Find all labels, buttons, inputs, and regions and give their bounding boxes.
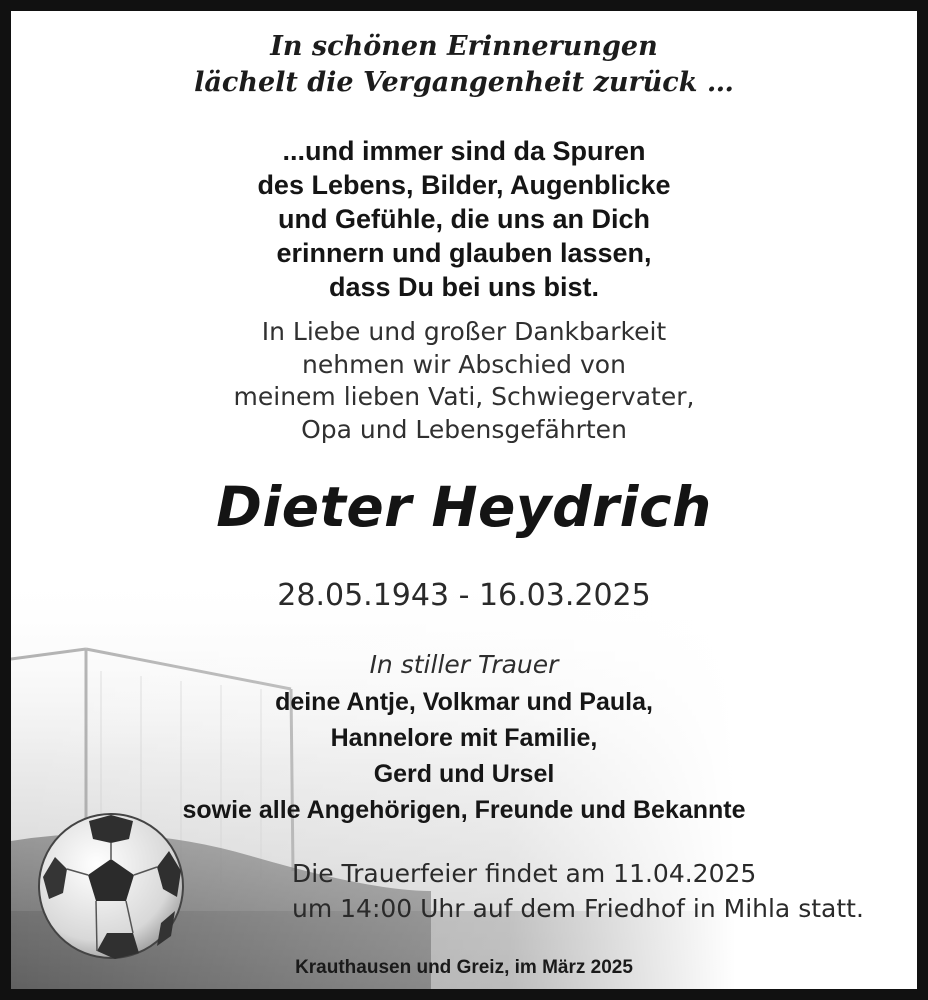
intro-line: Opa und Lebensgefährten [301,414,627,444]
place-and-date: Krauthausen und Greiz, im März 2025 [295,957,633,978]
poem-line: des Lebens, Bilder, Augenblicke [257,170,671,200]
mourner-line: deine Antje, Volkmar und Paula, [275,688,653,716]
motto [11,29,917,101]
poem-line: erinnern und glauben lassen, [276,238,652,268]
farewell-intro [11,316,917,446]
intro-line: meinem lieben Vati, Schwiegervater, [233,382,695,411]
mourner-line: Gerd und Ursel [373,760,555,788]
poem [11,134,917,304]
funeral-line: Die Trauerfeier findet am 11.04.2025 [292,859,757,888]
poem-line: und Gefühle, die uns an Dich [277,204,651,234]
mourner-line: sowie alle Angehörigen, Freunde und Bekannte [182,796,746,824]
football-icon [39,814,183,959]
intro-line: In Liebe und großer Dankbarkeit [261,317,667,346]
poem-line: dass Du bei uns bist. [328,272,600,302]
mourning-label: In stiller Trauer [369,650,559,679]
deceased-name: Dieter Heydrich [216,475,712,539]
intro-line: nehmen wir Abschied von [302,349,626,379]
motto-line: In schönen Erinnerungen [270,31,658,62]
mourner-line: Hannelore mit Familie, [330,724,598,752]
funeral-line: um 14:00 Uhr auf dem Friedhof in Mihla statt. [292,894,864,923]
mourners-list [11,684,917,828]
funeral-info [292,856,864,926]
motto-line: lächelt die Vergangenheit zurück … [194,67,734,98]
life-dates: 28.05.1943 - 16.03.2025 [277,578,651,613]
poem-line: ...und immer sind da Spuren [282,136,646,166]
